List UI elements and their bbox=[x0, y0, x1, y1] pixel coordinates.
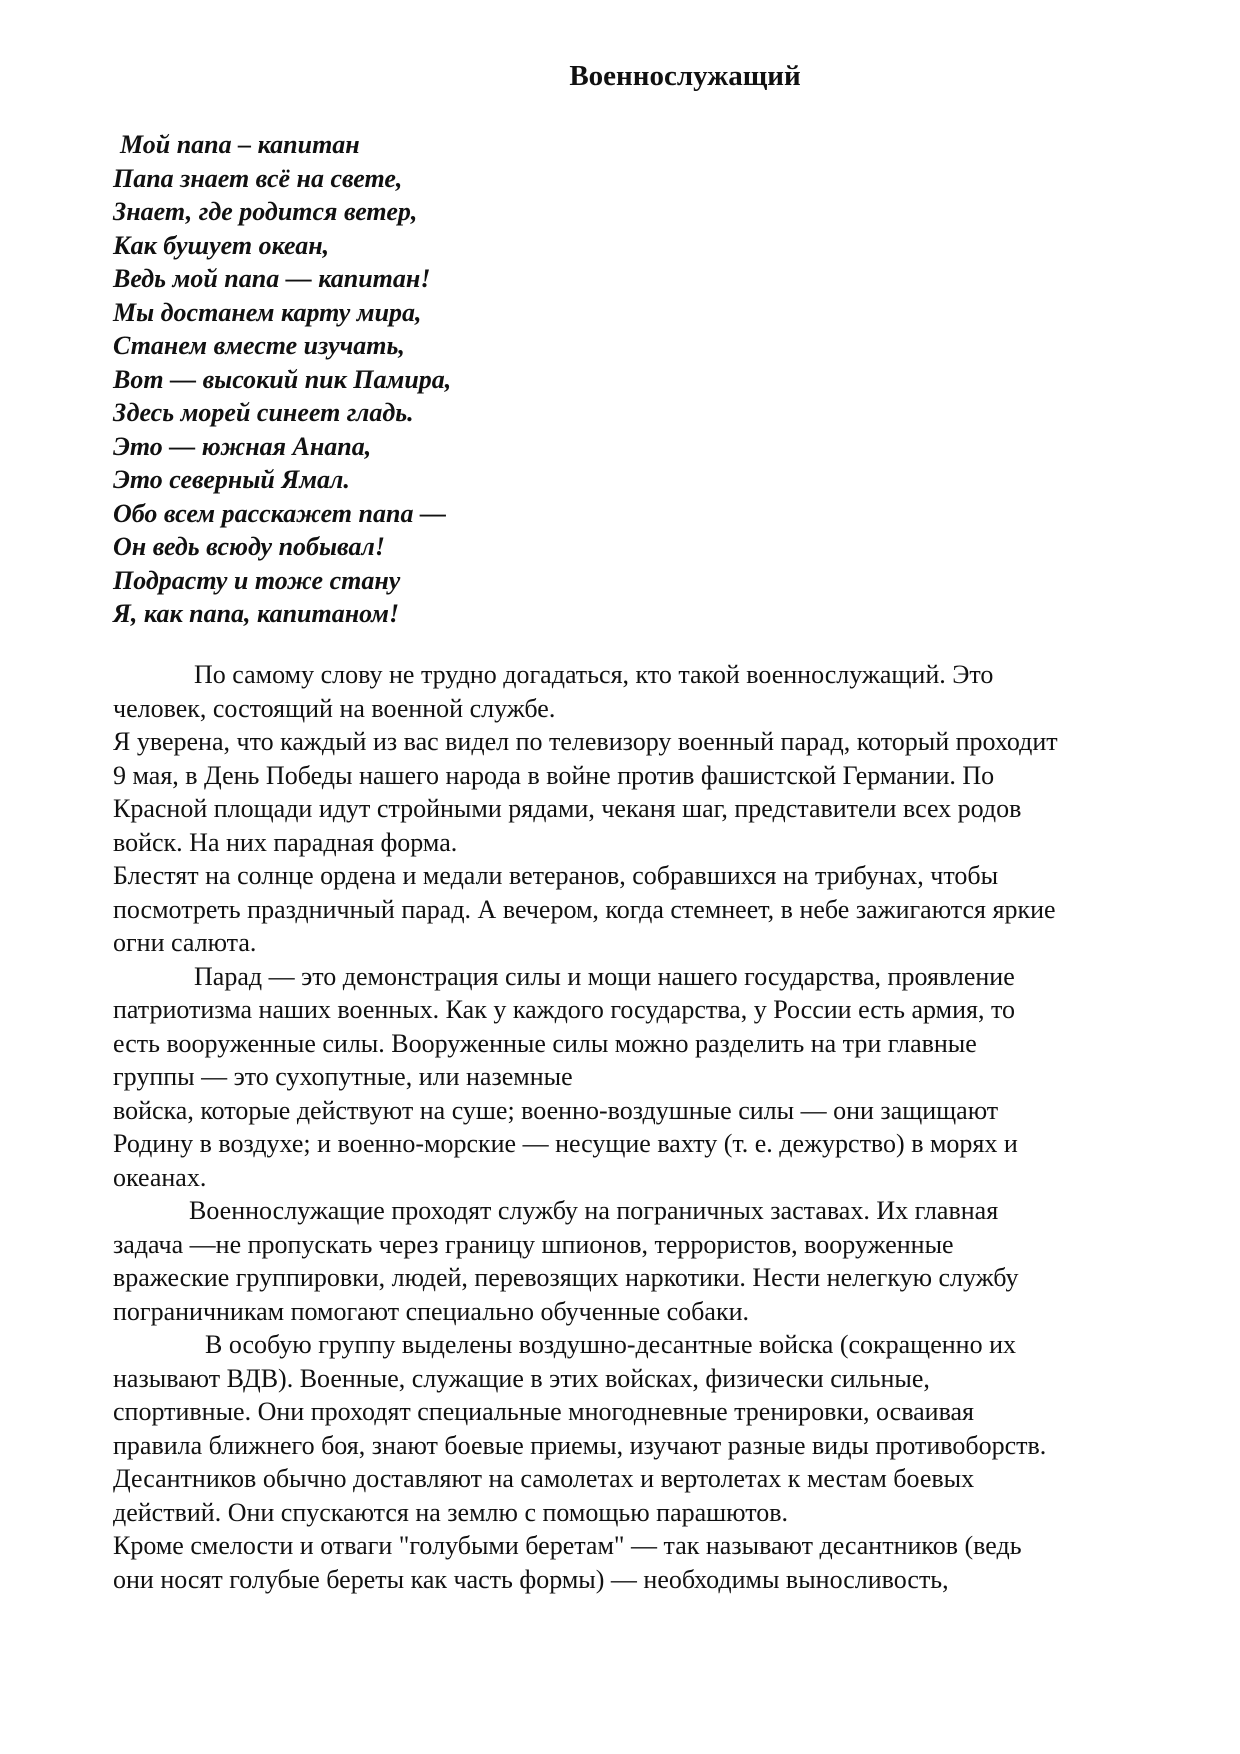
text-line: Я уверена, что каждый из вас видел по телевизору военный парад, который проходит bbox=[113, 727, 1058, 756]
poem-line: Знает, где родится ветер, bbox=[113, 197, 418, 226]
poem-line: Он ведь всюду побывал! bbox=[113, 532, 385, 561]
text-line: правила ближнего боя, знают боевые приемы, изучают разные виды противоборств. bbox=[113, 1430, 1047, 1460]
poem-line: Я, как папа, капитаном! bbox=[113, 599, 400, 628]
text-line: вражеские группировки, людей, перевозящих наркотики. Нести нелегкую службу bbox=[113, 1263, 1019, 1292]
text-line: огни салюта. bbox=[113, 928, 257, 957]
text-line: Блестят на солнце ордена и медали ветеранов, собравшихся на трибунах, чтобы bbox=[113, 861, 999, 890]
text-line: задача —не пропускать через границу шпионов, террористов, вооруженные bbox=[113, 1229, 954, 1259]
poem bbox=[113, 128, 813, 631]
text-line: 9 мая, в День Победы нашего народа в войне против фашистской Германии. По bbox=[113, 760, 995, 790]
text-line: Военнослужащие проходят службу на пограничных заставах. Их главная bbox=[189, 1196, 999, 1225]
text-line: Десантников обычно доставляют на самолетах и вертолетах к местам боевых bbox=[113, 1464, 975, 1493]
poem-line: Обо всем расскажет папа — bbox=[113, 498, 446, 528]
poem-line: Это северный Ямал. bbox=[113, 465, 350, 494]
poem-line: Папа знает всё на свете, bbox=[113, 163, 403, 193]
text-line: спортивные. Они проходят специальные многодневные тренировки, осваивая bbox=[113, 1397, 975, 1426]
text-line: войска, которые действуют на суше; военно-воздушные силы — они защищают bbox=[113, 1095, 999, 1125]
poem-line: Здесь морей синеет гладь. bbox=[113, 398, 414, 427]
poem-line: Мы достанем карту мира, bbox=[113, 297, 422, 327]
text-line: войск. На них парадная форма. bbox=[113, 827, 458, 857]
poem-line: Подрасту и тоже стану bbox=[113, 565, 401, 595]
text-line: человек, состоящий на военной службе. bbox=[113, 693, 556, 723]
poem-line: Это — южная Анапа, bbox=[113, 431, 372, 461]
text-line: пограничникам помогают специально обученные собаки. bbox=[113, 1296, 749, 1326]
text-line: Кроме смелости и отваги "голубыми беретам" — так называют десантников (ведь bbox=[113, 1531, 1022, 1560]
text-line: действий. Они спускаются на землю с помощью парашютов. bbox=[113, 1497, 789, 1527]
poem-line: Мой папа – капитан bbox=[120, 130, 360, 159]
text-line: есть вооруженные силы. Вооруженные силы можно разделить на три главные bbox=[113, 1028, 977, 1058]
body-text bbox=[113, 658, 1183, 1596]
text-line: По самому слову не трудно догадаться, кто такой военнослужащий. Это bbox=[194, 660, 994, 689]
poem-line: Вот — высокий пик Памира, bbox=[113, 364, 452, 394]
text-line: Красной площади идут стройными рядами, чеканя шаг, представители всех родов bbox=[113, 794, 1022, 823]
page-title: Военнослужащий bbox=[569, 60, 801, 92]
text-line: океанах. bbox=[113, 1162, 207, 1192]
text-line: В особую группу выделены воздушно-десантные войска (сокращенно их bbox=[205, 1330, 1016, 1359]
text-line: Парад — это демонстрация силы и мощи нашего государства, проявление bbox=[194, 961, 1015, 991]
text-line: Родину в воздухе; и военно-морские — несущие вахту (т. е. дежурство) в морях и bbox=[113, 1129, 1018, 1158]
text-line: называют ВДВ). Военные, служащие в этих войсках, физически сильные, bbox=[113, 1363, 930, 1393]
poem-line: Станем вместе изучать, bbox=[113, 331, 405, 360]
poem-line: Ведь мой папа — капитан! bbox=[113, 264, 431, 293]
text-line: они носят голубые береты как часть формы) — необходимы выносливость, bbox=[113, 1564, 949, 1594]
text-line: посмотреть праздничный парад. А вечером, когда стемнеет, в небе зажигаются яркие bbox=[113, 894, 1056, 924]
poem-line: Как бушует океан, bbox=[113, 230, 330, 260]
text-line: патриотизма наших военных. Как у каждого государства, у России есть армия, то bbox=[113, 995, 1016, 1024]
text-line: группы — это сухопутные, или наземные bbox=[113, 1062, 573, 1091]
